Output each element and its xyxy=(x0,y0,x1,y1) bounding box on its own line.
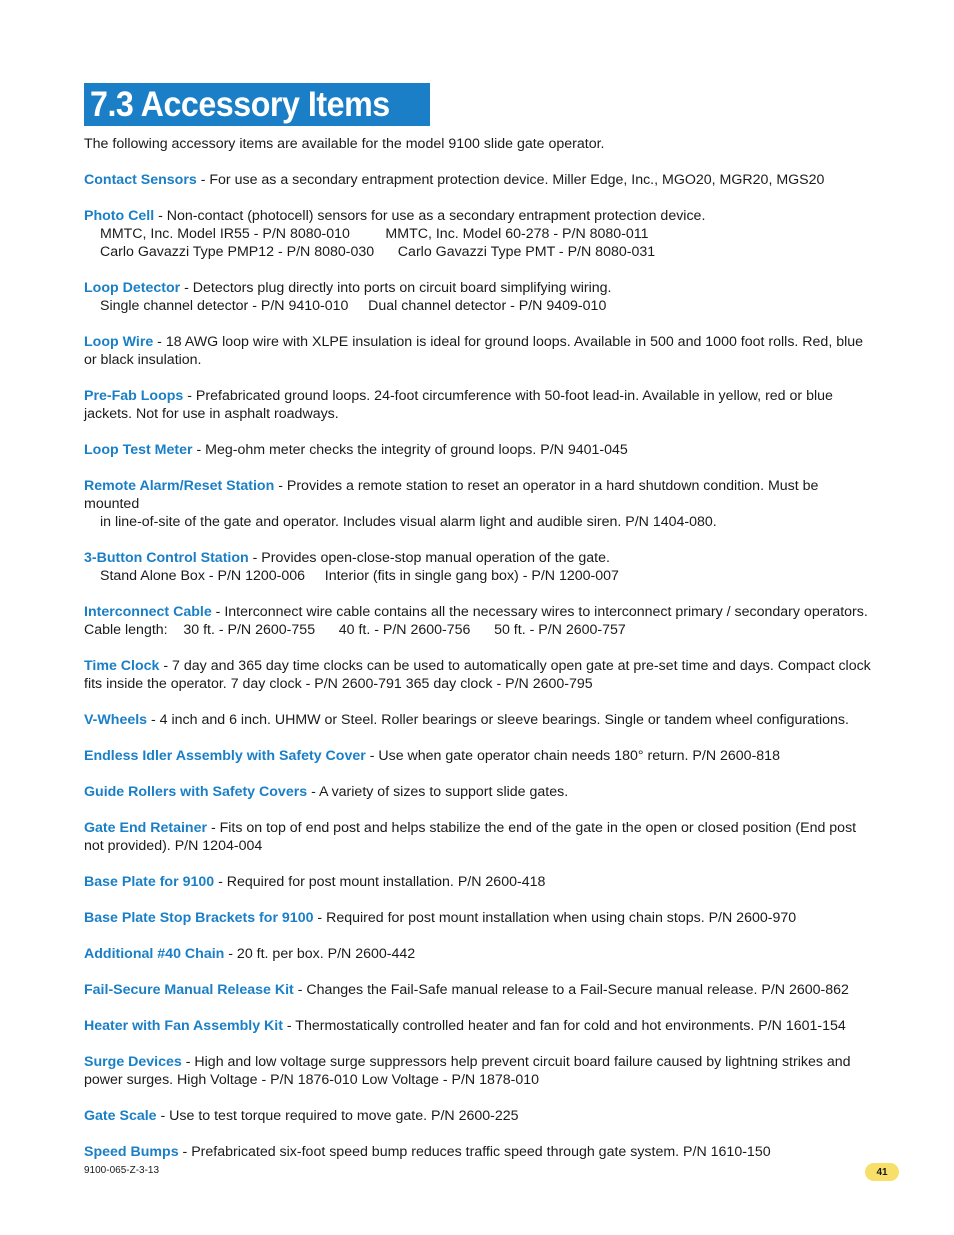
list-item xyxy=(84,783,874,801)
list-item xyxy=(84,603,874,639)
item-term: Photo Cell xyxy=(84,208,155,224)
item-desc: - 7 day and 365 day time clocks can be used to automatically open gate at pre-set time and days. Compact clock fits inside the operator. 7 day clock - P/N 2600-791 365 day clock - P/N 2600-795 xyxy=(84,658,871,692)
item-term: Heater with Fan Assembly Kit xyxy=(84,1018,283,1034)
item-term: V-Wheels xyxy=(84,712,148,728)
list-item xyxy=(84,657,874,693)
list-item xyxy=(84,477,874,531)
item-desc: - Prefabricated six-foot speed bump reduces traffic speed through gate system. P/N 1610-150 xyxy=(178,1144,771,1160)
item-desc: - A variety of sizes to support slide gates. xyxy=(307,784,569,800)
item-term: Fail-Secure Manual Release Kit xyxy=(84,982,294,998)
list-item xyxy=(84,279,874,315)
page-title: 7.3 Accessory Items xyxy=(90,84,390,124)
page-number-badge xyxy=(865,1163,899,1181)
list-item xyxy=(84,1017,874,1035)
list-item xyxy=(84,1107,874,1125)
item-desc: - Meg-ohm meter checks the integrity of ground loops. P/N 9401-045 xyxy=(192,442,628,458)
list-item xyxy=(84,387,874,423)
item-term: Base Plate Stop Brackets for 9100 xyxy=(84,910,314,926)
item-term: Loop Detector xyxy=(84,280,181,296)
item-desc: - Detectors plug directly into ports on circuit board simplifying wiring. xyxy=(180,280,612,296)
item-desc: - 18 AWG loop wire with XLPE insulation is ideal for ground loops. Available in 500 and 1000 foot rolls. Red, blue or black insulation. xyxy=(84,334,864,368)
item-term: Pre-Fab Loops xyxy=(84,388,184,404)
list-item xyxy=(84,171,874,189)
item-term: Endless Idler Assembly with Safety Cover xyxy=(84,748,366,764)
item-desc: - Required for post mount installation when using chain stops. P/N 2600-970 xyxy=(313,910,797,926)
list-item xyxy=(84,1143,874,1161)
list-item xyxy=(84,819,874,855)
item-subline: MMTC, Inc. Model IR55 - P/N 8080-010 MMTC, Inc. Model 60-278 - P/N 8080-011 xyxy=(100,226,649,242)
item-term: Loop Wire xyxy=(84,334,154,350)
item-term: Contact Sensors xyxy=(84,172,197,188)
item-desc: - For use as a secondary entrapment protection device. Miller Edge, Inc., MGO20, MGR20, MGS20 xyxy=(196,172,825,188)
item-term: 3-Button Control Station xyxy=(84,550,249,566)
intro-text: The following accessory items are available for the model 9100 slide gate operator. xyxy=(84,136,605,152)
list-item xyxy=(84,441,874,459)
item-term: Time Clock xyxy=(84,658,160,674)
list-item xyxy=(84,873,874,891)
item-desc: - Required for post mount installation. P/N 2600-418 xyxy=(214,874,546,890)
item-desc: - Thermostatically controlled heater and fan for cold and hot environments. P/N 1601-154 xyxy=(282,1018,846,1034)
item-term: Surge Devices xyxy=(84,1054,182,1070)
item-desc: - Provides a remote station to reset an operator in a hard shutdown condition. Must be mounted xyxy=(84,478,819,512)
item-subline: Carlo Gavazzi Type PMP12 - P/N 8080-030 Carlo Gavazzi Type PMT - P/N 8080-031 xyxy=(100,244,656,260)
item-desc: - Prefabricated ground loops. 24-foot circumference with 50-foot lead-in. Available in yellow, red or blue jackets. Not for use in asphalt roadways. xyxy=(84,388,833,422)
item-subline: in line-of-site of the gate and operator. Includes visual alarm light and audible siren. P/N 1404-080. xyxy=(100,514,717,530)
item-desc: - Changes the Fail-Safe manual release to a Fail-Secure manual release. P/N 2600-862 xyxy=(293,982,849,998)
item-term: Gate End Retainer xyxy=(84,820,207,836)
page-number: 41 xyxy=(876,1166,888,1178)
item-term: Speed Bumps xyxy=(84,1144,179,1160)
item-desc: - 4 inch and 6 inch. UHMW or Steel. Roller bearings or sleeve bearings. Single or tandem wheel configurations. xyxy=(147,712,849,728)
section-title-banner xyxy=(84,83,430,126)
item-desc: - Use to test torque required to move gate. P/N 2600-225 xyxy=(156,1108,519,1124)
list-item xyxy=(84,333,874,369)
list-item xyxy=(84,207,874,261)
item-desc: - Interconnect wire cable contains all the necessary wires to interconnect primary / secondary operators. xyxy=(211,604,868,620)
item-term: Loop Test Meter xyxy=(84,442,193,458)
list-item xyxy=(84,909,874,927)
item-term: Base Plate for 9100 xyxy=(84,874,215,890)
item-desc: - Use when gate operator chain needs 180° return. P/N 2600-818 xyxy=(365,748,780,764)
item-desc: - Fits on top of end post and helps stabilize the end of the gate in the open or closed position (End post not provided). P/N 1204-004 xyxy=(84,820,857,854)
list-item xyxy=(84,981,874,999)
item-desc: - High and low voltage surge suppressors help prevent circuit board failure caused by lightning strikes and power surges. High Voltage - P/N 1876-010 Low Voltage - P/N 1878-010 xyxy=(84,1054,851,1088)
list-item xyxy=(84,549,874,585)
list-item xyxy=(84,711,874,729)
item-subline: Single channel detector - P/N 9410-010 Dual channel detector - P/N 9409-010 xyxy=(100,298,607,314)
accessory-list xyxy=(84,135,874,1179)
list-item xyxy=(84,747,874,765)
list-item xyxy=(84,1053,874,1089)
item-term: Remote Alarm/Reset Station xyxy=(84,478,275,494)
item-subline: Cable length: 30 ft. - P/N 2600-755 40 ft. - P/N 2600-756 50 ft. - P/N 2600-757 xyxy=(84,622,626,638)
item-term: Gate Scale xyxy=(84,1108,157,1124)
item-term: Interconnect Cable xyxy=(84,604,212,620)
item-term: Guide Rollers with Safety Covers xyxy=(84,784,308,800)
document-code: 9100-065-Z-3-13 xyxy=(84,1165,160,1176)
item-desc: - Provides open-close-stop manual operation of the gate. xyxy=(248,550,610,566)
item-desc: - Non-contact (photocell) sensors for use as a secondary entrapment protection device. xyxy=(154,208,706,224)
item-desc: - 20 ft. per box. P/N 2600-442 xyxy=(224,946,416,962)
item-subline: Stand Alone Box - P/N 1200-006 Interior (fits in single gang box) - P/N 1200-007 xyxy=(100,568,619,584)
item-term: Additional #40 Chain xyxy=(84,946,225,962)
list-item xyxy=(84,945,874,963)
